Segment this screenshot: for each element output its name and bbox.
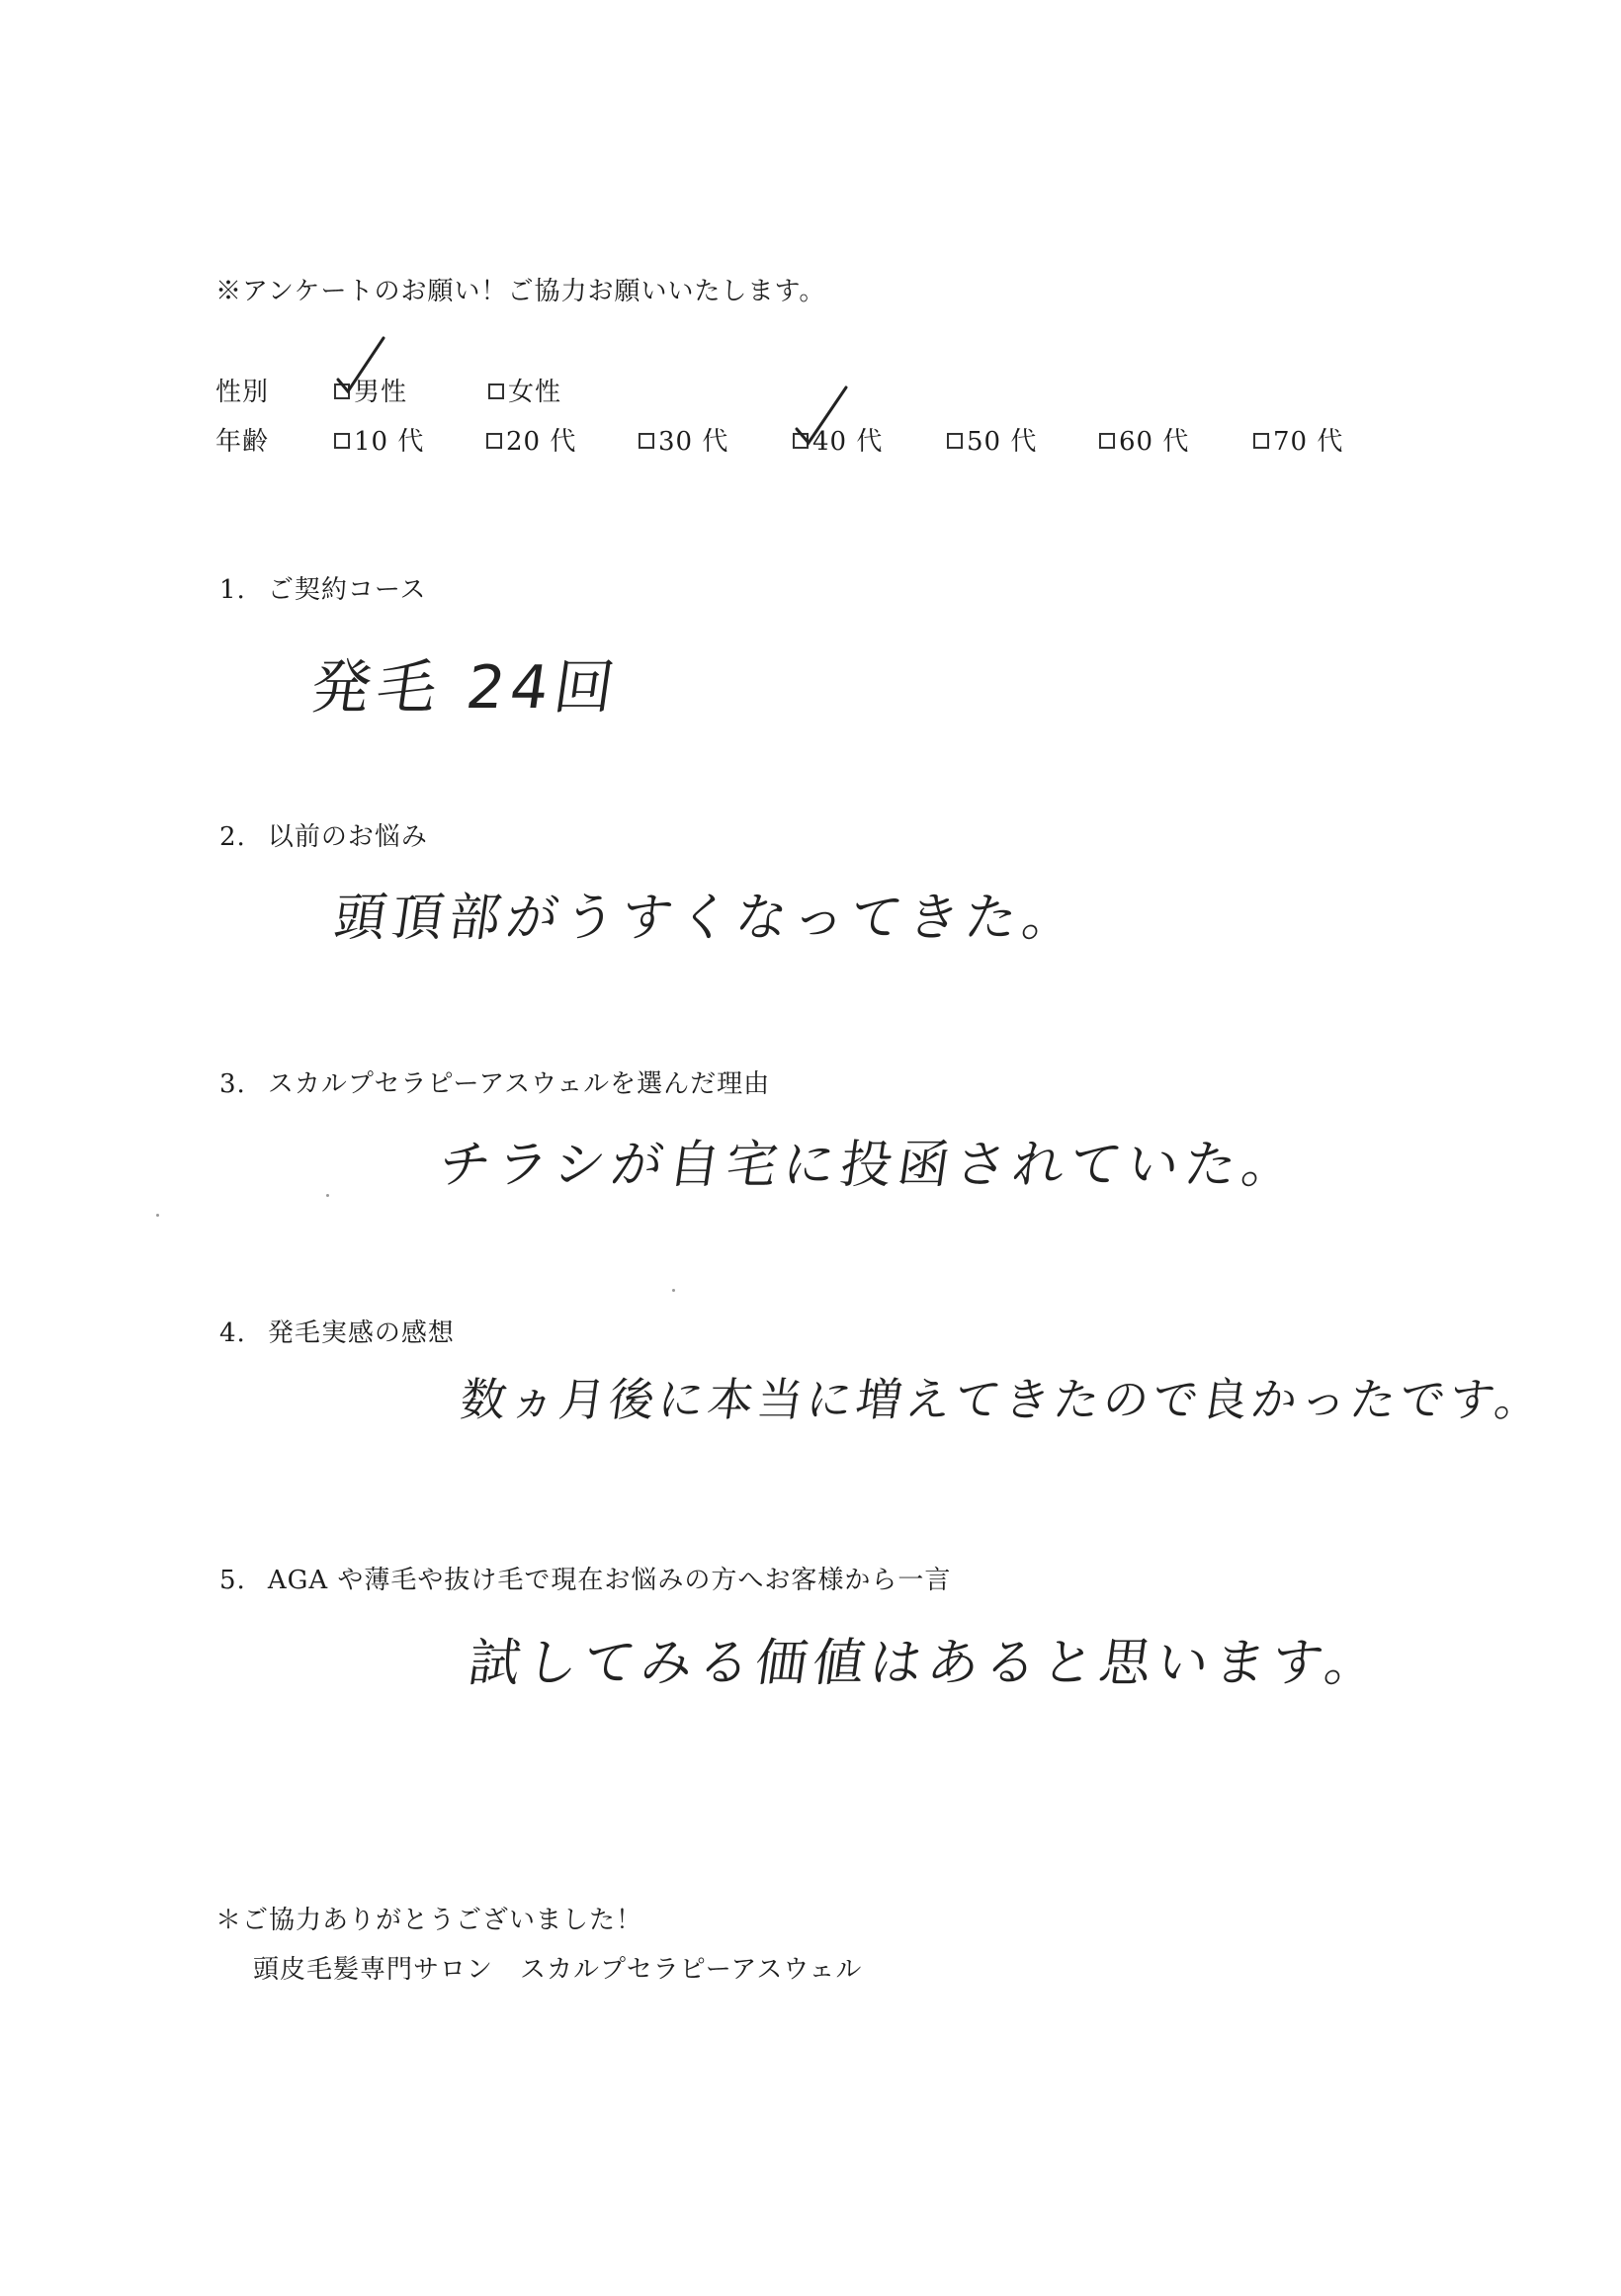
question-4-text: 発毛実感の感想 bbox=[267, 1318, 455, 1348]
age-option-60s[interactable] bbox=[1099, 421, 1189, 458]
gender-option-female[interactable] bbox=[488, 372, 561, 408]
age-10s-label: 10 代 bbox=[354, 427, 425, 457]
age-40s-check-mark-icon bbox=[791, 382, 854, 449]
question-1-number: 1. bbox=[219, 575, 246, 605]
survey-title: ※アンケートのお願い！ご協力お願いいたします。 bbox=[215, 277, 826, 306]
question-2-answer: 頭頂部がうすくなってきた。 bbox=[330, 889, 1084, 948]
question-5-answer: 試してみる価値はあると思います。 bbox=[465, 1634, 1387, 1693]
question-3 bbox=[219, 1063, 770, 1100]
age-70s-checkbox[interactable] bbox=[1253, 433, 1269, 449]
age-20s-label: 20 代 bbox=[506, 427, 577, 457]
gender-label: 性別 bbox=[215, 378, 270, 407]
male-check-mark-icon bbox=[332, 334, 391, 397]
question-2-text: 以前のお悩み bbox=[267, 822, 428, 852]
question-3-answer: チラシが自宅に投函されていた。 bbox=[435, 1136, 1304, 1195]
age-option-20s[interactable] bbox=[486, 421, 576, 458]
female-checkbox[interactable] bbox=[488, 383, 504, 399]
question-2-number: 2. bbox=[219, 822, 246, 852]
age-option-70s[interactable] bbox=[1253, 421, 1343, 458]
question-5 bbox=[219, 1560, 951, 1596]
age-option-30s[interactable] bbox=[639, 421, 728, 458]
footer-thanks: ＊ご協力ありがとうございました！ bbox=[215, 1906, 643, 1935]
question-4 bbox=[219, 1313, 455, 1349]
question-1-answer: 発毛 24回 bbox=[306, 653, 625, 723]
scan-speck bbox=[326, 1194, 329, 1197]
age-10s-checkbox[interactable] bbox=[334, 433, 350, 449]
age-30s-label: 30 代 bbox=[658, 427, 729, 457]
question-2 bbox=[219, 816, 428, 853]
age-label: 年齢 bbox=[215, 427, 270, 457]
scan-speck bbox=[156, 1214, 159, 1217]
age-30s-checkbox[interactable] bbox=[639, 433, 654, 449]
question-1 bbox=[219, 569, 427, 606]
age-70s-label: 70 代 bbox=[1273, 427, 1344, 457]
age-50s-label: 50 代 bbox=[967, 427, 1038, 457]
footer-salon-name: 頭皮毛髪専門サロン スカルプセラピーアスウェル bbox=[253, 1955, 863, 1985]
question-5-text: AGA や薄毛や抜け毛で現在お悩みの方へお客様から一言 bbox=[267, 1566, 952, 1595]
age-option-50s[interactable] bbox=[947, 421, 1037, 458]
age-60s-checkbox[interactable] bbox=[1099, 433, 1115, 449]
question-3-text: スカルプセラピーアスウェルを選んだ理由 bbox=[267, 1069, 771, 1099]
male-label: 男性 bbox=[354, 378, 408, 407]
age-20s-checkbox[interactable] bbox=[486, 433, 502, 449]
female-label: 女性 bbox=[508, 378, 562, 407]
question-5-number: 5. bbox=[219, 1566, 246, 1595]
question-1-text: ご契約コース bbox=[267, 575, 427, 605]
scan-speck bbox=[672, 1289, 675, 1292]
age-60s-label: 60 代 bbox=[1119, 427, 1190, 457]
age-option-10s[interactable] bbox=[334, 421, 424, 458]
question-3-number: 3. bbox=[219, 1069, 246, 1099]
age-40s-label: 40 代 bbox=[812, 427, 884, 457]
question-4-number: 4. bbox=[219, 1318, 246, 1348]
question-4-answer: 数ヵ月後に本当に増えてきたので良かったです。 bbox=[457, 1373, 1549, 1426]
age-50s-checkbox[interactable] bbox=[947, 433, 963, 449]
